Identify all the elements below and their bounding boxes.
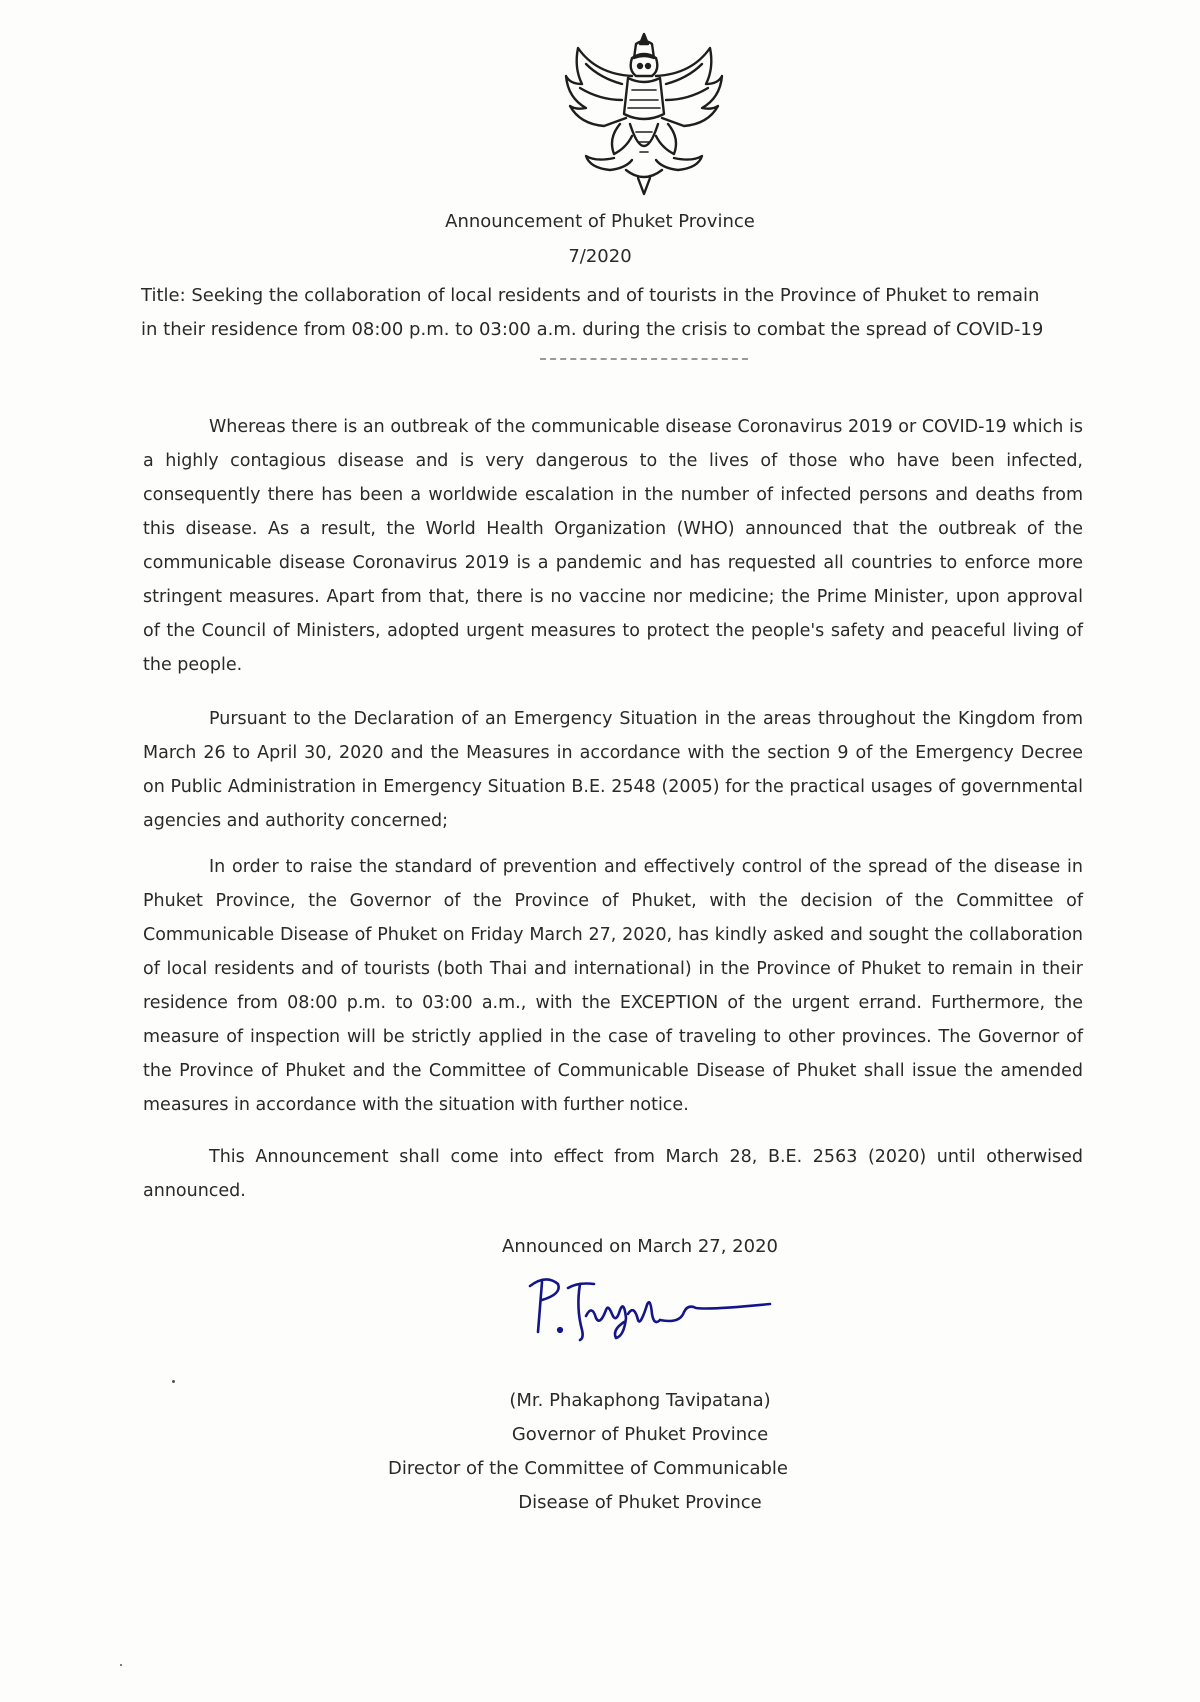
paragraph-declaration: Pursuant to the Declaration of an Emergency Situation in the areas throughout the Kingdom from March 26 to April 30, 2020 and the Measures in accordance with the section 9 of the Emergency Decree on Public Administration in Emergency Situation B.E. 2548 (2005) for the practical usages of governmental agencies and authority concerned;	[143, 709, 1083, 831]
handwritten-signature	[520, 1264, 790, 1344]
paper-speck	[120, 1664, 122, 1666]
paper-speck	[172, 1380, 175, 1383]
announced-date: Announced on March 27, 2020	[502, 1236, 778, 1257]
announcement-number: 7/2020	[568, 246, 632, 267]
garuda-emblem-icon	[556, 28, 732, 204]
signatory-name: (Mr. Phakaphong Tavipatana)	[509, 1390, 771, 1411]
document-heading: Announcement of Phuket Province	[445, 211, 755, 232]
paragraph-effective-date: This Announcement shall come into effect from March 28, B.E. 2563 (2020) until otherwised announced.	[143, 1147, 1083, 1201]
title-line-2: in their residence from 08:00 p.m. to 03:00 a.m. during the crisis to combat the spread of COVID-19	[141, 319, 1044, 340]
signatory-role-governor: Governor of Phuket Province	[511, 1424, 769, 1445]
paragraph-curfew: In order to raise the standard of prevention and effectively control of the spread of the disease in Phuket Province, the Governor of the Province of Phuket, with the decision of the Committee of Communicable Disease of Phuket on Friday March 27, 2020, has kindly asked and sought the collaboration of local residents and of tourists (both Thai and international) in the Province of Phuket to remain in their residence from 08:00 p.m. to 03:00 a.m., with the EXCEPTION of the urgent errand. Furthermore, the measure of inspection will be strictly applied in the case of traveling to other provinces. The Governor of the Province of Phuket and the Committee of Communicable Disease of Phuket shall issue the amended measures in accordance with the situation with further notice.	[143, 857, 1083, 1115]
title-line-1: Title: Seeking the collaboration of local residents and of tourists in the Province of Phuket to remain	[141, 285, 1040, 306]
document-title	[141, 279, 1081, 347]
paragraph-outbreak: Whereas there is an outbreak of the communicable disease Coronavirus 2019 or COVID-19 which is a highly contagious disease and is very dangerous to the lives of those who have been infected, consequently there has been a worldwide escalation in the number of infected persons and deaths from this disease. As a result, the World Health Organization (WHO) announced that the outbreak of the communicable disease Coronavirus 2019 is a pandemic and has requested all countries to enforce more stringent measures. Apart from that, there is no vaccine nor medicine; the Prime Minister, upon approval of the Council of Ministers, adopted urgent measures to protect the people's safety and peaceful living of the people.	[143, 417, 1083, 675]
signatory-role-committee: Disease of Phuket Province	[518, 1492, 762, 1513]
signatory-role-director: Director of the Committee of Communicable	[388, 1458, 788, 1479]
dashed-divider	[540, 358, 748, 360]
